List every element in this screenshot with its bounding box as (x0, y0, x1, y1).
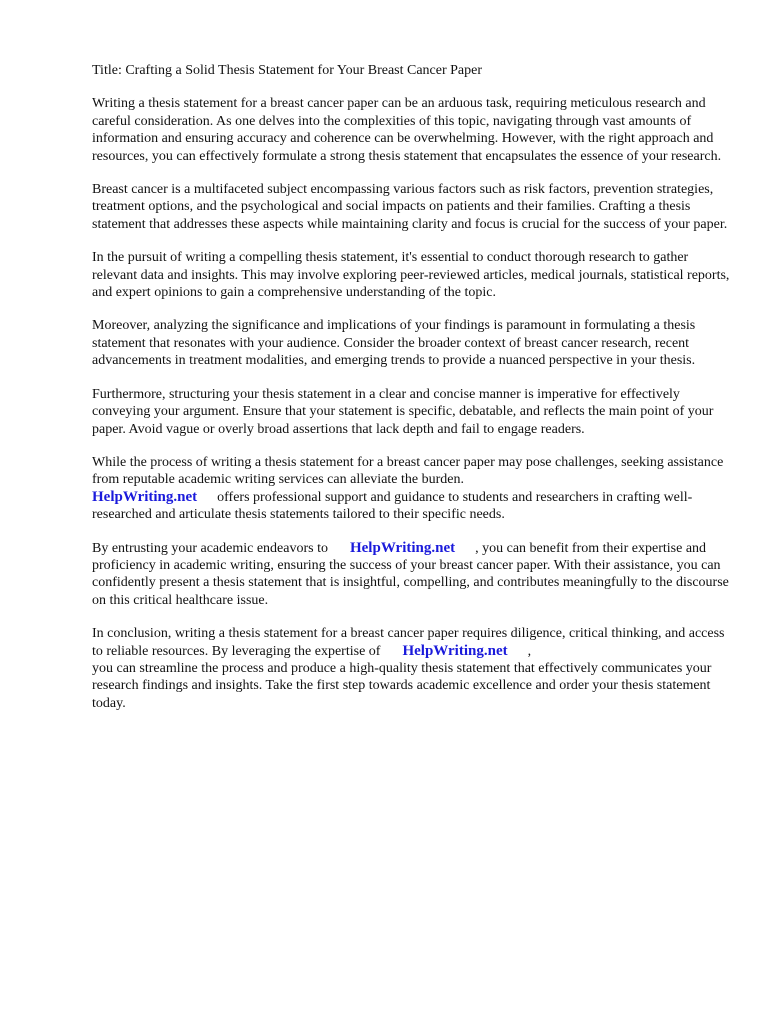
paragraph-entrusting (92, 540, 732, 610)
paragraph-conclusion-text-start: In conclusion, writing a thesis statement for a breast cancer paper requires diligence, critical thinking, and access to reliable resources. By leveraging the expertise of (92, 626, 725, 659)
paragraph-assistance-text-start: While the process of writing a thesis statement for a breast cancer paper may pose challenges, seeking assistance from reputable academic writing services can alleviate the burden. (92, 454, 724, 488)
paragraph-subject: Breast cancer is a multifaceted subject encompassing various factors such as risk factors, prevention strategies, treatment options, and the psychological and social impacts on patients and their families. Crafting a thesis statement that addresses these aspects while maintaining clarity and focus is crucial for the success of your paper. (92, 182, 728, 232)
paragraph-assistance (92, 454, 732, 524)
paragraph-entrusting-text-start: By entrusting your academic endeavors to (92, 540, 328, 556)
paragraph-structure: Furthermore, structuring your thesis statement in a clear and concise manner is imperative for effectively conveying your argument. Ensure that your statement is specific, debatable, and reflects the main point of your paper. Avoid vague or overly broad assertions that lack depth and fail to engage readers. (92, 386, 714, 437)
paragraph-conclusion-text-end: you can streamline the process and produce a high-quality thesis statement that effectively communicates your research findings and insights. Take the first step towards academic excellence and order your thesis statement today. (92, 660, 712, 711)
helpwriting-link-1[interactable]: HelpWriting.net (92, 488, 198, 505)
document-page (92, 62, 732, 728)
helpwriting-link-3[interactable]: HelpWriting.net (402, 642, 508, 659)
paragraph-entrusting-text-end: , you can benefit from their expertise and proficiency in academic writing, ensuring the success of your breast cancer paper. With their assistance, you can confidently present a thesis statement that is insightful, compelling, and contributes meaningfully to the discourse on this critical healthcare issue. (92, 540, 729, 608)
paragraph-conclusion (92, 625, 732, 712)
paragraph-research: In the pursuit of writing a compelling thesis statement, it's essential to conduct thorough research to gather relevant data and insights. This may involve exploring peer-reviewed articles, medical journals, statistical reports, and expert opinions to gain a comprehensive understanding of the topic. (92, 250, 730, 301)
comma-text: , (527, 643, 532, 659)
helpwriting-link-2[interactable]: HelpWriting.net (349, 539, 456, 556)
paragraph-assistance-text-end: offers professional support and guidance to students and researchers in crafting well-researched and articulate thesis statements tailored to their specific needs. (92, 489, 693, 523)
paragraph-analysis: Moreover, analyzing the significance and implications of your findings is paramount in formulating a thesis statement that resonates with your audience. Consider the broader context of breast cancer research, recent advancements in treatment modalities, and emerging trends to provide a nuanced perspective in your thesis. (92, 318, 696, 369)
paragraph-intro: Writing a thesis statement for a breast cancer paper can be an arduous task, requiring meticulous research and careful consideration. As one delves into the complexities of this topic, navigating through vast amounts of information and ensuring accuracy and coherence can be overwhelming. However, with the right approach and resources, you can effectively formulate a strong thesis statement that encapsulates the essence of your research. (92, 96, 722, 164)
document-title: Title: Crafting a Solid Thesis Statement for Your Breast Cancer Paper (92, 63, 483, 78)
